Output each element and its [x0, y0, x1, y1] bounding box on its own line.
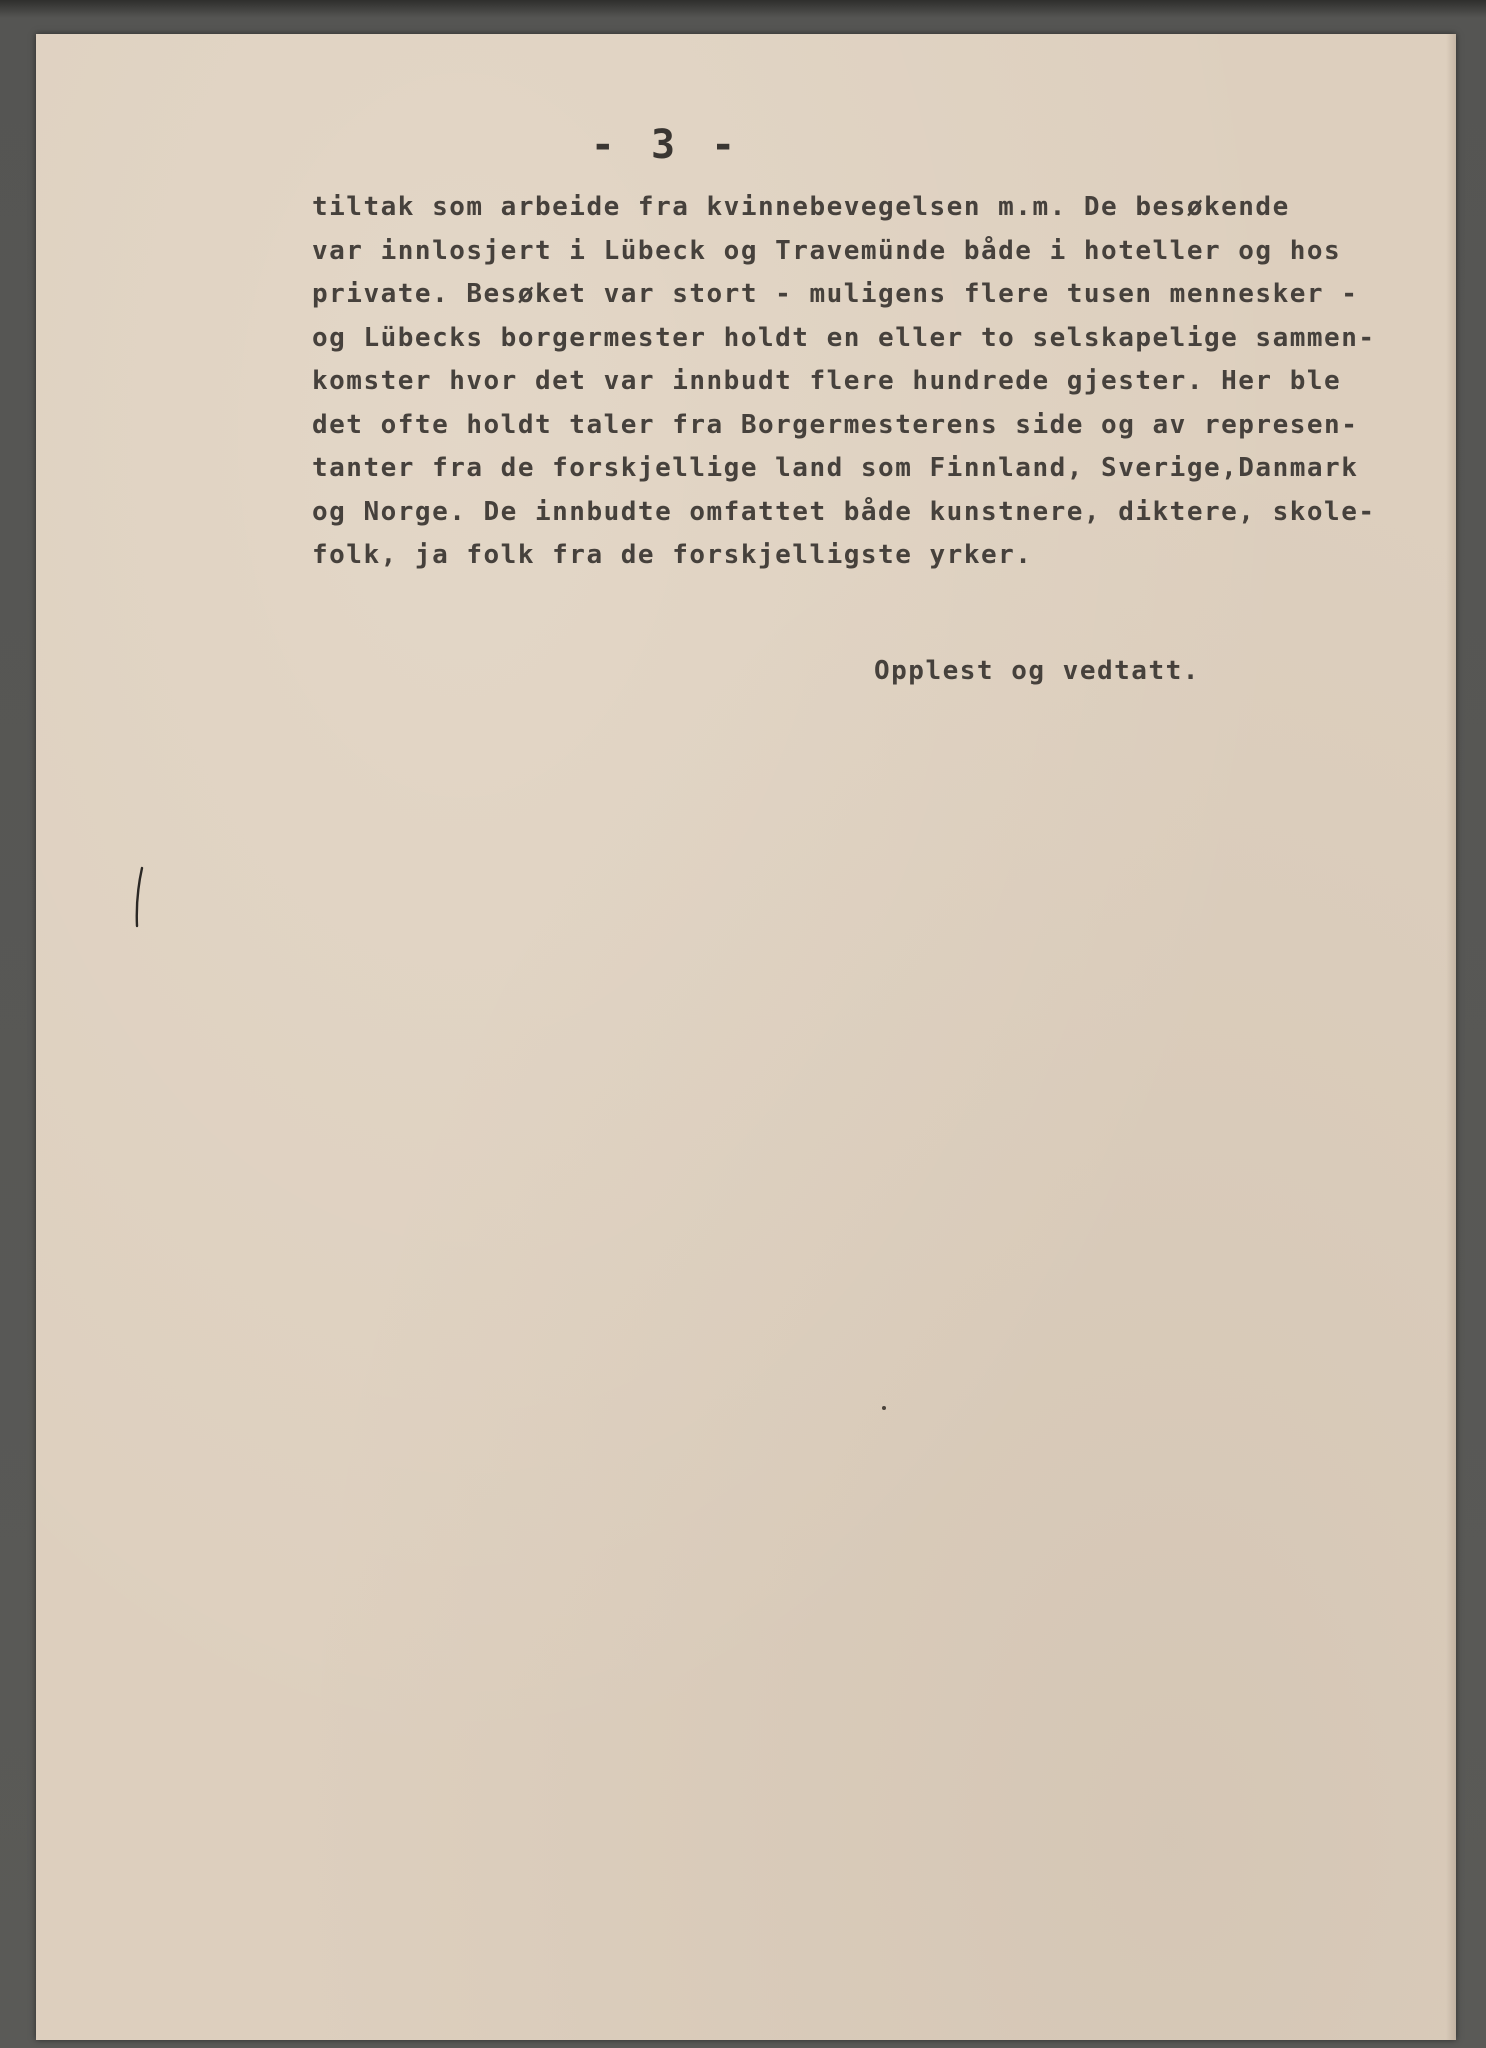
body-line: og Lübecks borgermester holdt en eller to selskapelige sammen- [312, 322, 1376, 353]
body-line: komster hvor det var innbudt flere hundrede gjester. Her ble [312, 366, 1342, 396]
body-line: det ofte holdt taler fra Borgermesterens side og av represen- [312, 409, 1359, 440]
pencil-mark [126, 864, 156, 934]
body-line: tanter fra de forskjellige land som Finnland, Sverige,Danmark [312, 453, 1359, 483]
paper-speck [882, 1406, 886, 1410]
body-line: og Norge. De innbudte omfattet både kunstnere, diktere, skole- [312, 496, 1376, 527]
body-line: tiltak som arbeide fra kvinnebevegelsen m.m. De besøkende [312, 192, 1290, 222]
page-number: - 3 - [590, 122, 742, 168]
paper-edge-shadow [1446, 34, 1456, 2040]
body-line: folk, ja folk fra de forskjelligste yrker. [312, 540, 1033, 570]
body-line: private. Besøket var stort - muligens flere tusen mennesker - [312, 279, 1359, 309]
document-page [36, 34, 1456, 2040]
closing-statement: Opplest og vedtatt. [874, 656, 1200, 686]
body-paragraph [312, 186, 1432, 578]
body-line: var innlosjert i Lübeck og Travemünde både i hoteller og hos [312, 235, 1342, 266]
